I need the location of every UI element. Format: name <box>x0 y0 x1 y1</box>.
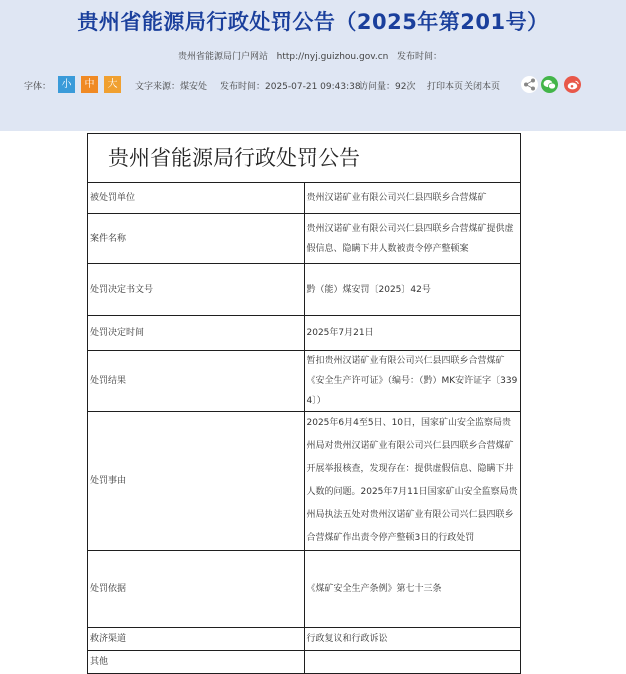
table-row <box>88 651 521 674</box>
row-value: 贵州汉诺矿业有限公司兴仁县四联乡合营煤矿提供虚假信息、隐瞒下井人数被责令停产整顿案 <box>304 214 521 264</box>
close-link[interactable]: 关闭本页 <box>464 82 501 92</box>
publish-time: 发布时间：2025-07-21 09:43:38 <box>220 82 361 92</box>
row-label: 其他 <box>88 651 305 674</box>
table-row <box>88 351 521 412</box>
row-value: 暂扣贵州汉诺矿业有限公司兴仁县四联乡合营煤矿《安全生产许可证》（编号：（黔）MK安许证字〔3394〕） <box>304 351 521 412</box>
table-row <box>88 214 521 264</box>
page-header <box>0 0 626 131</box>
row-value: 2025年7月21日 <box>304 316 521 351</box>
penalty-notice-table <box>87 133 521 674</box>
source-url[interactable]: http://nyj.guizhou.gov.cn <box>276 52 389 62</box>
page-title: 贵州省能源局行政处罚公告（2025年第201号） <box>77 10 549 34</box>
row-value <box>304 651 521 674</box>
row-label: 救济渠道 <box>88 628 305 651</box>
visit-count: 访问量：92次 <box>359 82 416 92</box>
article-toolbar <box>0 76 626 94</box>
row-label: 处罚依据 <box>88 551 305 628</box>
row-value: 《煤矿安全生产条例》第七十三条 <box>304 551 521 628</box>
table-row <box>88 628 521 651</box>
row-label: 被处罚单位 <box>88 183 305 214</box>
font-small-button[interactable]: 小 <box>58 76 75 93</box>
text-source: 文字来源：煤安处 <box>135 82 208 92</box>
table-row <box>88 551 521 628</box>
table-row <box>88 316 521 351</box>
weibo-icon-glyph <box>567 80 579 90</box>
row-label: 处罚决定书文号 <box>88 264 305 316</box>
wechat-icon[interactable] <box>541 76 558 93</box>
row-label: 处罚决定时间 <box>88 316 305 351</box>
font-medium-button[interactable]: 中 <box>81 76 98 93</box>
row-value: 黔（能）煤安罚〔2025〕42号 <box>304 264 521 316</box>
font-size-label: 字体： <box>24 82 52 92</box>
row-label: 处罚事由 <box>88 412 305 551</box>
print-link[interactable]: 打印本页 <box>427 82 464 92</box>
row-value: 贵州汉诺矿业有限公司兴仁县四联乡合营煤矿 <box>304 183 521 214</box>
table-row <box>88 264 521 316</box>
notice-heading: 贵州省能源局行政处罚公告 <box>88 134 521 183</box>
table-row <box>88 183 521 214</box>
wechat-icon-glyph <box>543 79 556 90</box>
row-value: 行政复议和行政诉讼 <box>304 628 521 651</box>
table-row <box>88 412 521 551</box>
font-large-button[interactable]: 大 <box>104 76 121 93</box>
share-icon-glyph <box>523 78 536 91</box>
row-value: 2025年6月4至5日、10日，国家矿山安全监察局贵州局对贵州汉诺矿业有限公司兴仁县四联乡合营煤矿开展举报核查，发现存在：提供虚假信息、隐瞒下井人数的问题。2025年7月11日国家矿山安全监察局贵州局执法五处对贵州汉诺矿业有限公司兴仁县四联乡合营煤矿作出责令停产整顿3日的行政处罚 <box>304 412 521 551</box>
row-label: 案件名称 <box>88 214 305 264</box>
publish-label: 发布时间： <box>396 52 442 62</box>
source-line <box>178 49 442 62</box>
share-icon[interactable] <box>521 76 538 93</box>
source-site: 贵州省能源局门户网站 <box>178 52 269 62</box>
weibo-icon[interactable] <box>564 76 581 93</box>
row-label: 处罚结果 <box>88 351 305 412</box>
